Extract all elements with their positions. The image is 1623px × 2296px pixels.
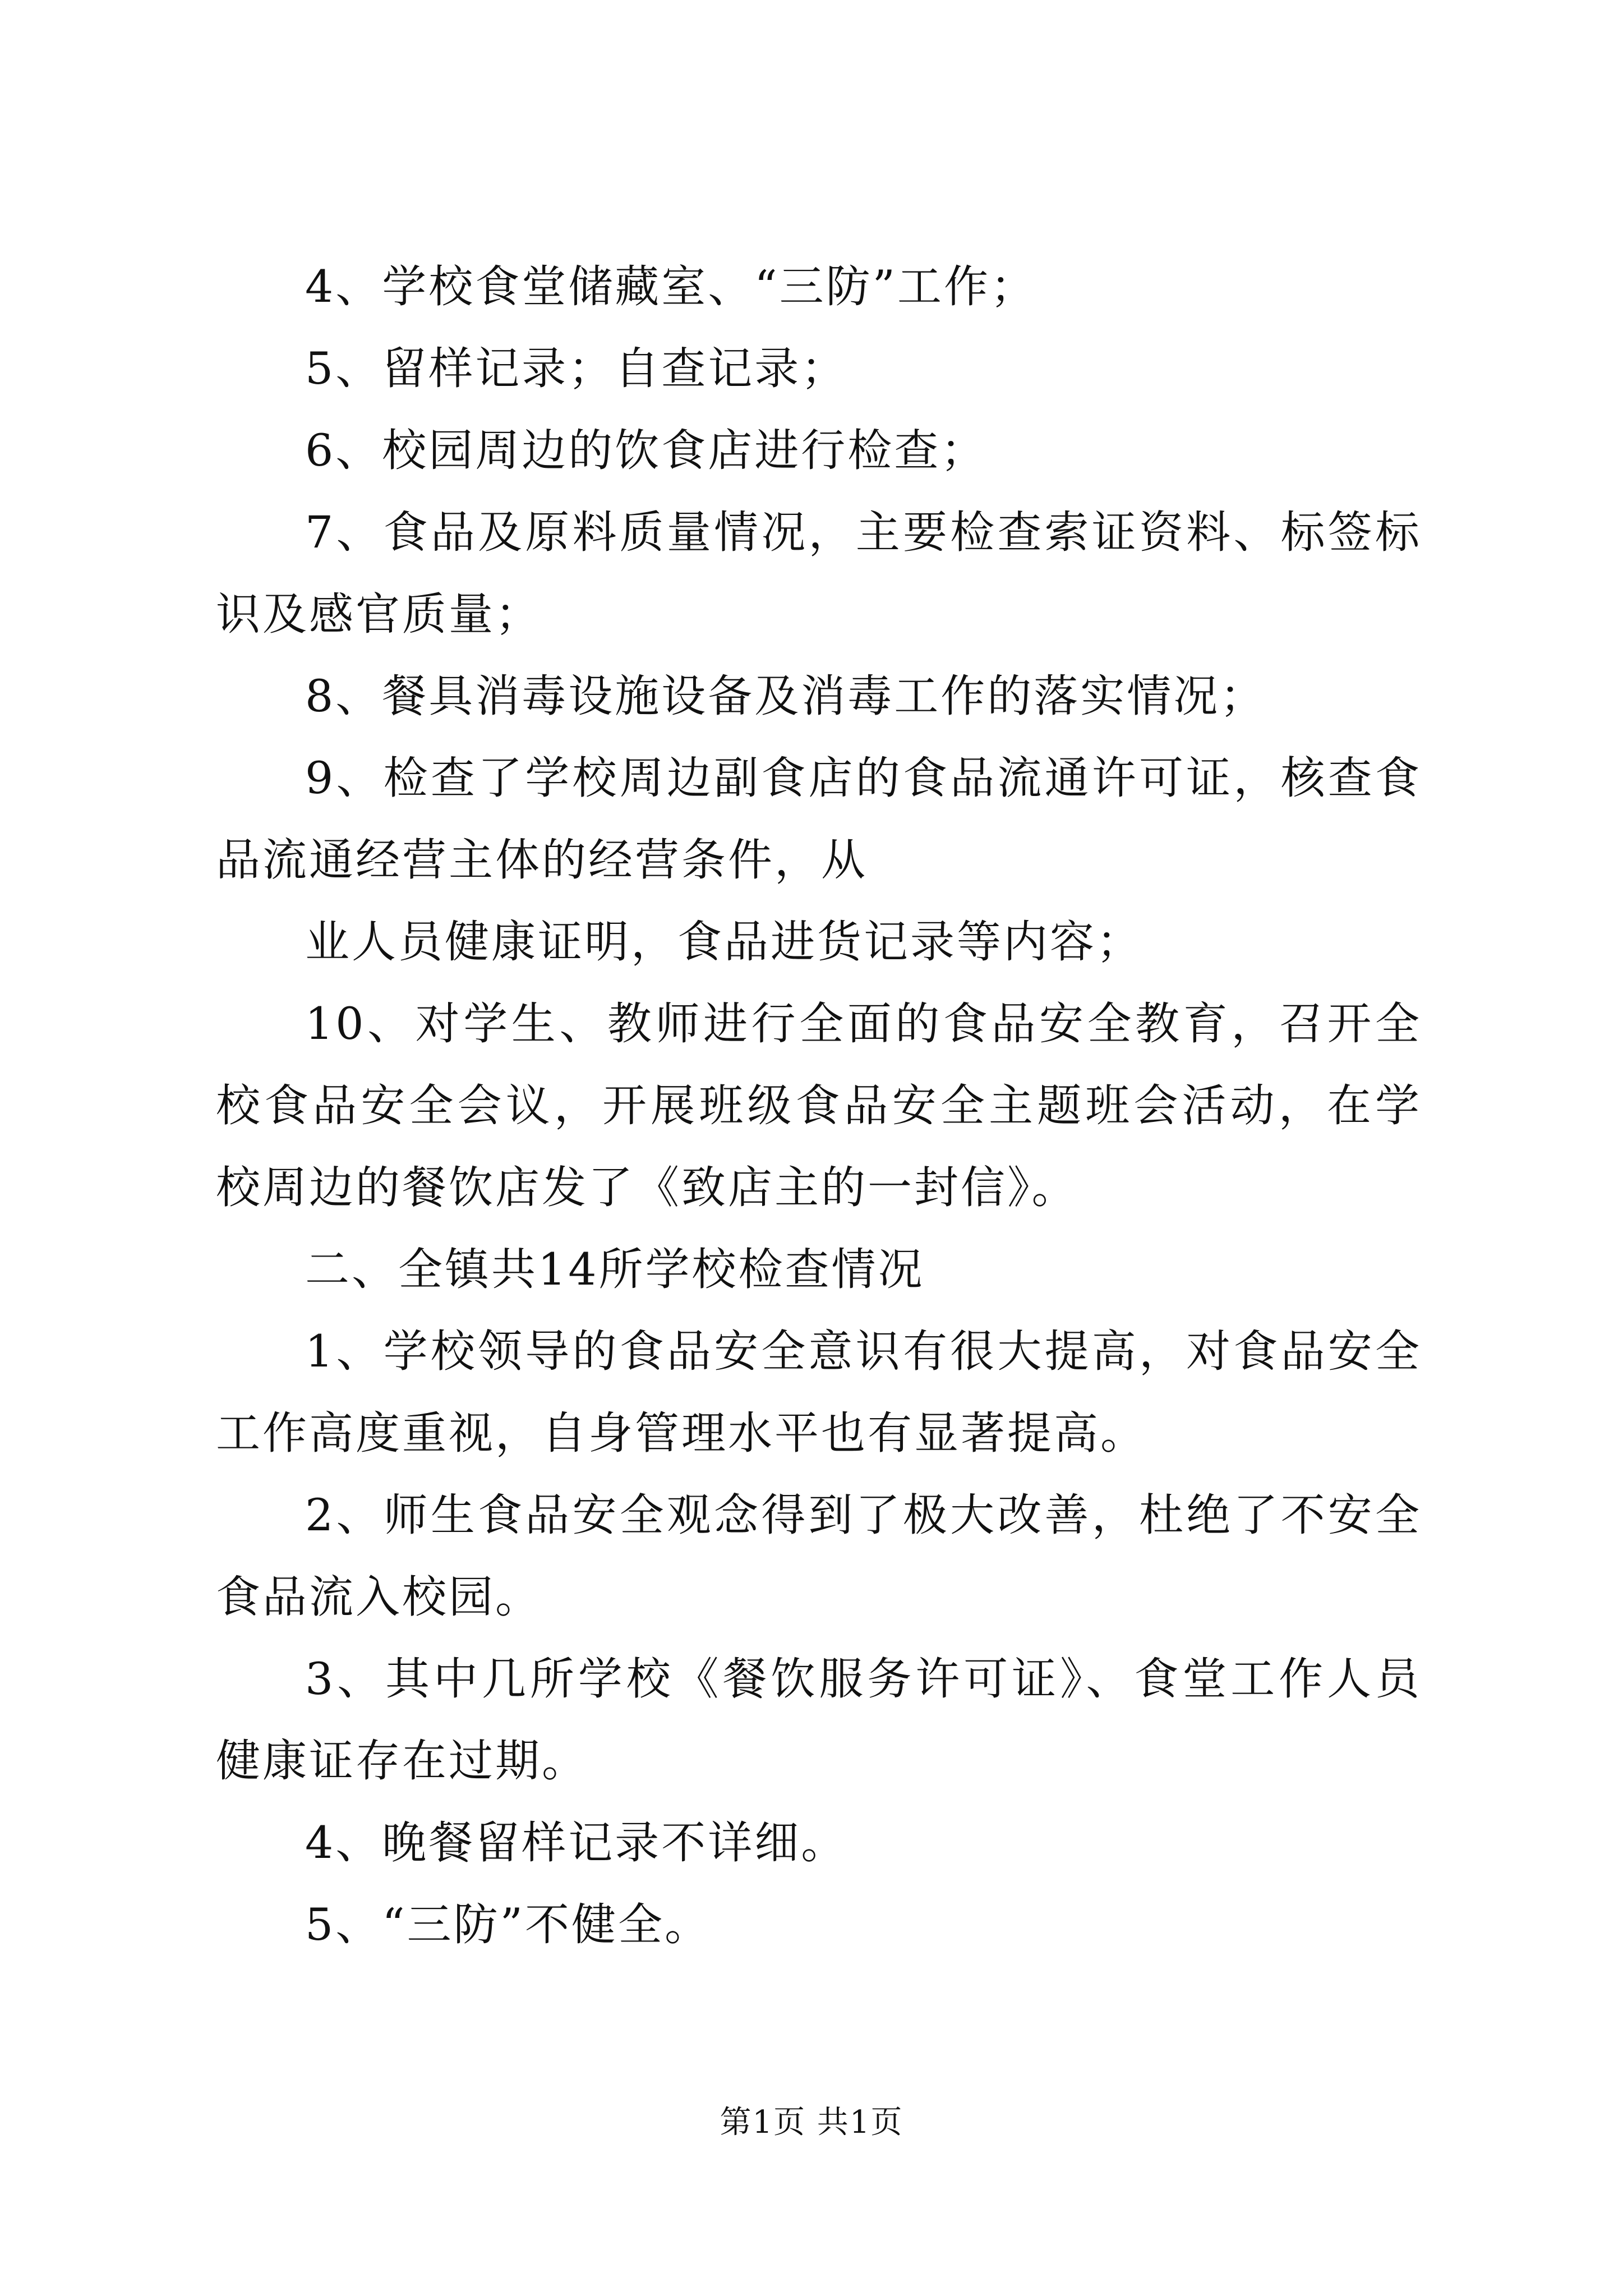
section-heading-2: 二、全镇共14所学校检查情况 [305,1244,925,1295]
finding-item-1: 1、学校领导的食品安全意识有很大提高，对食品安全工作高度重视，自身管理水平也有显著提高。 [216,1326,1422,1459]
paragraph-item-9: 9、检查了学校周边副食店的食品流通许可证，核查食品流通经营主体的经营条件，从 [216,752,1422,886]
finding-item-4: 4、晚餐留样记录不详细。 [305,1817,848,1869]
paragraph-item-9-continued: 业人员健康证明，食品进货记录等内容； [305,916,1143,968]
finding-item-3: 3、其中几所学校《餐饮服务许可证》、食堂工作人员健康证存在过期。 [216,1653,1422,1787]
finding-item-5: 5、“三防”不健全。 [305,1899,712,1950]
paragraph-item-4: 4、学校食堂储藏室、“三防”工作； [305,261,1038,312]
paragraph-item-8: 8、餐具消毒设施设备及消毒工作的落实情况； [305,670,1267,722]
paragraph-item-6: 6、校园周边的饮食店进行检查； [305,425,988,476]
finding-item-2: 2、师生食品安全观念得到了极大改善，杜绝了不安全食品流入校园。 [216,1489,1422,1623]
page-number-footer: 第1页 共1页 [720,2104,903,2141]
document-body [216,246,1422,1966]
paragraph-item-7: 7、食品及原料质量情况，主要检查索证资料、标签标识及感官质量； [216,507,1422,640]
paragraph-item-5: 5、留样记录；自查记录； [305,343,848,394]
paragraph-item-10: 10、对学生、教师进行全面的食品安全教育，召开全校食品安全会议，开展班级食品安全主题班会活动，在学校周边的餐饮店发了《致店主的一封信》。 [216,998,1422,1213]
